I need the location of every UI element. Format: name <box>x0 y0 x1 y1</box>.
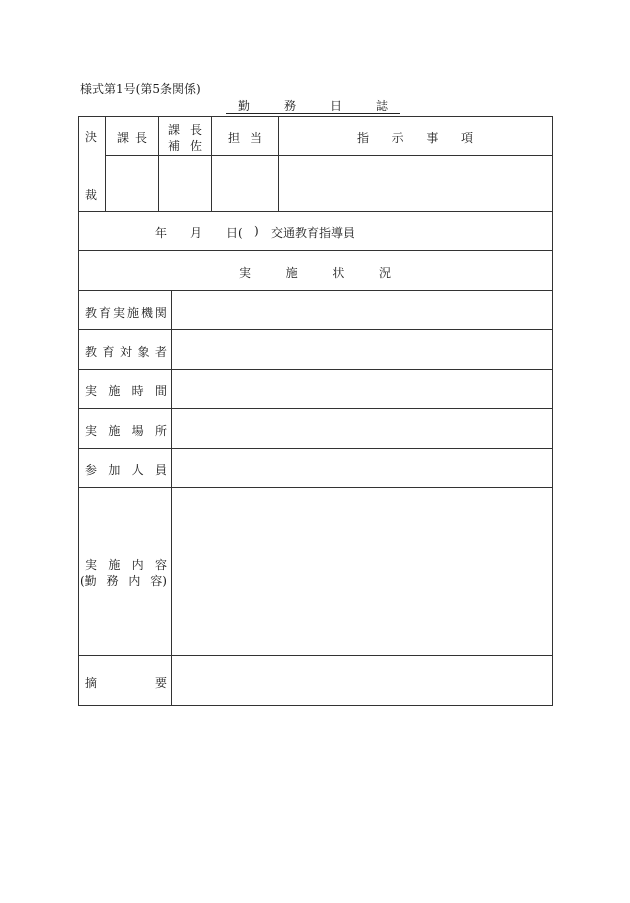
date-day: 日( <box>226 226 243 240</box>
label-char: 実 <box>85 384 98 398</box>
row-label-content <box>85 556 167 573</box>
row-label-place <box>85 422 167 439</box>
label-char: 務 <box>106 574 119 588</box>
title-char: 誌 <box>375 99 388 113</box>
divider <box>78 250 553 251</box>
divider <box>171 290 172 706</box>
date-month: 月 <box>190 226 203 240</box>
kacho-hosa-header-top <box>168 121 202 138</box>
label-char: 員 <box>154 463 167 477</box>
row-label-summary <box>85 674 167 691</box>
label-char: 者 <box>154 345 167 359</box>
status-char: 施 <box>285 266 298 280</box>
status-char: 状 <box>332 266 345 280</box>
shiji-char: 指 <box>357 131 370 145</box>
divider <box>78 329 553 330</box>
divider <box>158 116 159 212</box>
label-char: 所 <box>154 424 167 438</box>
shiji-jiko-header <box>357 129 473 146</box>
label-char: 容 <box>154 558 167 572</box>
label-char: 間 <box>154 384 167 398</box>
label-char: 教 <box>85 306 98 320</box>
status-char: 実 <box>239 266 252 280</box>
divider <box>105 155 553 156</box>
document-title <box>226 98 400 114</box>
label-char: 摘 <box>85 676 98 690</box>
divider <box>211 116 212 212</box>
label-char: 要 <box>154 676 167 690</box>
title-char: 勤 <box>238 99 251 113</box>
divider <box>105 116 106 212</box>
label-char: 教 <box>85 345 98 359</box>
shiji-char: 事 <box>426 131 439 145</box>
kacho-header <box>117 129 147 146</box>
kessai-label-top: 決 <box>85 130 98 144</box>
label-char: 機 <box>140 306 153 320</box>
form-table <box>78 116 553 706</box>
hosa-char: 佐 <box>189 139 202 153</box>
label-char: 育 <box>98 306 111 320</box>
divider <box>278 116 279 212</box>
form-number-label: 様式第1号(第5条関係) <box>80 82 201 96</box>
tanto-char: 担 <box>228 131 241 145</box>
label-char: 実 <box>85 424 98 438</box>
status-char: 況 <box>378 266 391 280</box>
shiji-char: 示 <box>391 131 404 145</box>
label-char: 実 <box>85 558 98 572</box>
kacho-char: 長 <box>134 131 147 145</box>
title-char: 務 <box>283 99 296 113</box>
row-label-education-target <box>85 343 167 360</box>
row-label-work-content <box>80 572 167 589</box>
divider <box>78 487 553 488</box>
hosa-char: 長 <box>189 123 202 137</box>
label-char: 実 <box>112 306 125 320</box>
tanto-char: 当 <box>249 131 262 145</box>
row-label-participants <box>85 461 167 478</box>
kacho-char: 課 <box>117 131 130 145</box>
label-char: 対 <box>119 345 132 359</box>
divider <box>78 448 553 449</box>
title-char: 日 <box>329 99 342 113</box>
divider <box>78 211 553 212</box>
label-char: 容) <box>150 574 167 588</box>
divider <box>78 655 553 656</box>
role-title: 交通教育指導員 <box>271 226 356 240</box>
label-char: 時 <box>131 384 144 398</box>
label-char: 内 <box>128 574 141 588</box>
status-header <box>239 264 391 281</box>
divider <box>78 290 553 291</box>
label-char: 施 <box>108 424 121 438</box>
divider <box>78 408 553 409</box>
label-char: 加 <box>108 463 121 477</box>
shiji-char: 項 <box>460 131 473 145</box>
divider <box>78 369 553 370</box>
label-char: 参 <box>85 463 98 477</box>
kacho-hosa-header-bottom <box>168 137 202 154</box>
kessai-label-bottom: 裁 <box>85 188 98 202</box>
date-year: 年 <box>155 226 168 240</box>
row-label-time <box>85 382 167 399</box>
label-char: 施 <box>108 558 121 572</box>
label-char: 内 <box>131 558 144 572</box>
label-char: 人 <box>131 463 144 477</box>
label-char: 施 <box>126 306 139 320</box>
label-char: 象 <box>137 345 150 359</box>
tanto-header <box>228 129 262 146</box>
row-label-education-institution <box>85 304 167 321</box>
label-char: 育 <box>102 345 115 359</box>
date-weekday-close: ) <box>254 224 259 238</box>
hosa-char: 課 <box>168 123 181 137</box>
label-char: 場 <box>131 424 144 438</box>
label-char: 関 <box>154 306 167 320</box>
hosa-char: 補 <box>168 139 181 153</box>
label-char: 施 <box>108 384 121 398</box>
label-char: (勤 <box>80 574 97 588</box>
